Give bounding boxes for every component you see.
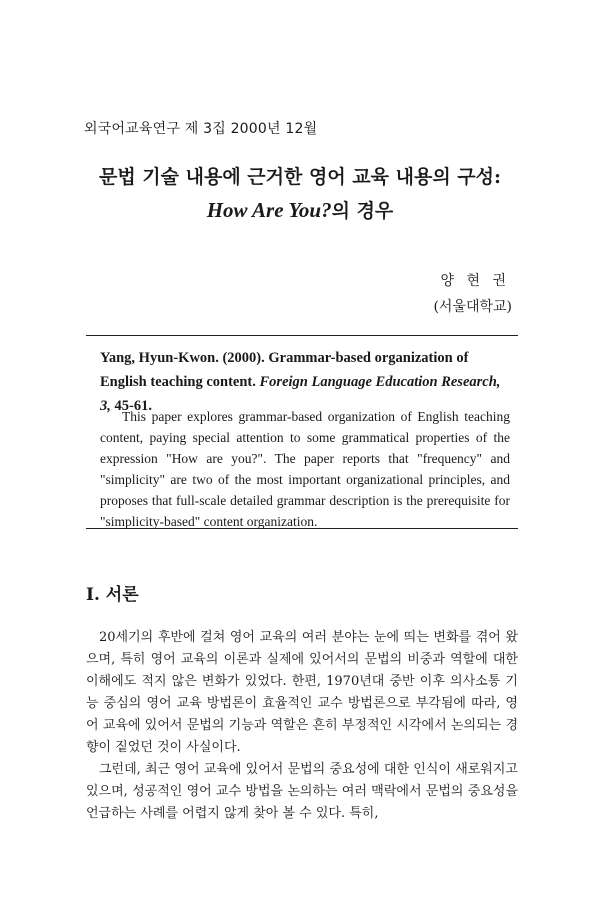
body-paragraph-1: 20세기의 후반에 걸쳐 영어 교육의 여러 분야는 눈에 띄는 변화를 겪어 왔으며, 특히 영어 교육의 이론과 실제에 있어서의 문법의 비중과 역할에 대한 이해에도 적지 않은 변화가 있었다. 한편, 1970년대 중반 이후 의사소통 기능 중심의 영어 교육 방법론이 효율적인 교수 방법론으로 부각됨에 따라, 영어 교육에 있어서 문법의 기능과 역할은 흔히 부정적인 시각에서 논의되는 경향이 짙었던 것이 사실이다. xyxy=(86,630,518,755)
paper-title-italic: How Are You? xyxy=(206,198,332,222)
body-paragraph-2: 그런데, 최근 영어 교육에 있어서 문법의 중요성에 대한 인식이 새로워지고 있으며, 성공적인 영어 교수 방법을 논의하는 여러 맥락에서 문법의 중요성을 언급하는 사례를 어렵지 않게 찾아 볼 수 있다. 특히, xyxy=(86,762,518,821)
journal-header: 외국어교육연구 제 3집 2000년 12월 xyxy=(84,121,318,137)
abstract-bottom-rule xyxy=(86,528,518,529)
paper-title-line-2 xyxy=(0,193,600,228)
author-affiliation: (서울대학교) xyxy=(433,299,512,315)
body-text xyxy=(86,627,518,825)
citation-journal: Foreign Language Education Research, 3, xyxy=(100,374,501,414)
section-heading: Ⅰ. 서론 xyxy=(86,585,139,605)
paper-title-line-1: 문법 기술 내용에 근거한 영어 교육 내용의 구성: xyxy=(98,166,502,188)
citation-authors-title: Yang, Hyun-Kwon. (2000). Grammar-based organization of English teaching content. xyxy=(100,350,469,390)
abstract: This paper explores grammar-based organization of English teaching content, paying special attention to some grammatical properties of the expression "How are you?". The paper reports that "frequency" and "simplicity" are two of the most important organizational principles, and proposes that full-scale detailed grammar description is the prerequisite for "simplicity-based" content organization. xyxy=(100,409,510,529)
paper-title-suffix: 의 경우 xyxy=(331,200,394,222)
author-name: 양 현 권 xyxy=(440,273,510,289)
abstract-top-rule xyxy=(86,335,518,336)
citation-pages: 45-61. xyxy=(110,398,152,414)
